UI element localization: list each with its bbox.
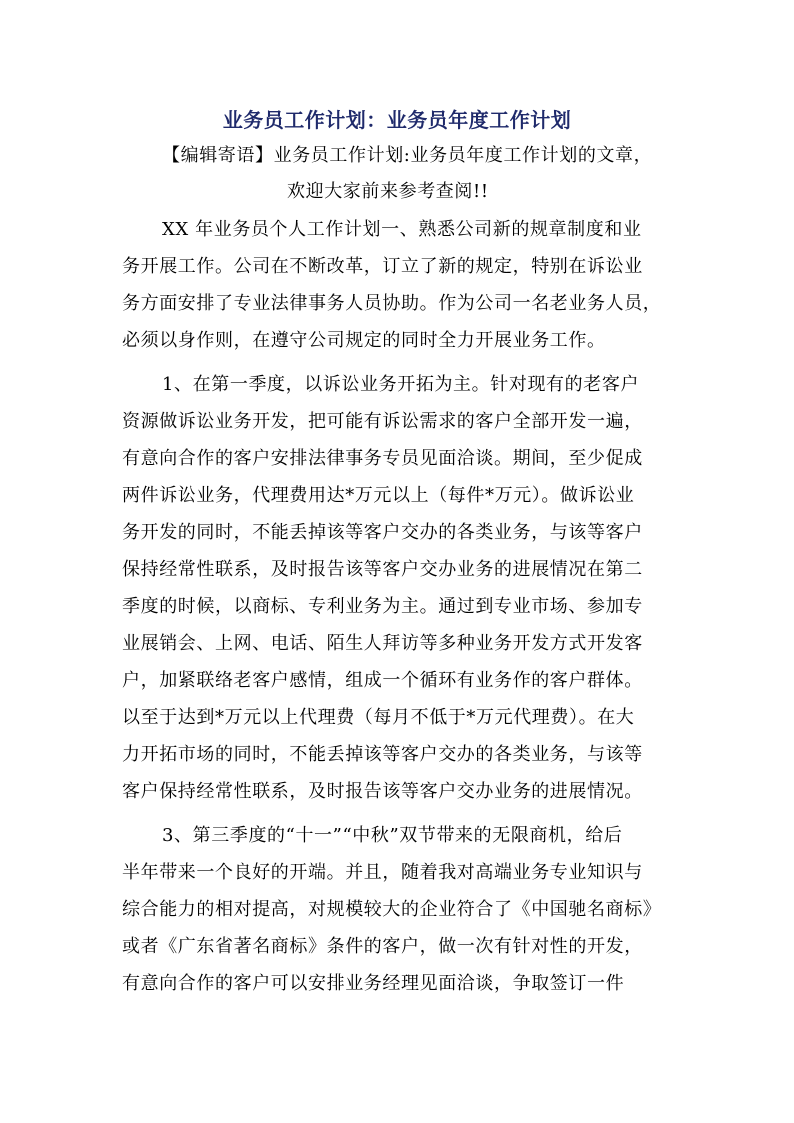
paragraph-line: 两件诉讼业务，代理费用达*万元以上（每件*万元）。做诉讼业 xyxy=(122,485,635,506)
paragraph-line: 户，加紧联络老客户感情，组成一个循环有业务作的客户群体。 xyxy=(122,670,643,691)
editor-note-line: 欢迎大家前来参考查阅!! xyxy=(287,181,489,202)
paragraph-line: 季度的时候，以商标、专利业务为主。通过到专业市场、参加专 xyxy=(122,596,643,617)
paragraph-line: 必须以身作则，在遵守公司规定的同时全力开展业务工作。 xyxy=(122,330,606,351)
paragraph-line: 客户保持经常性联系，及时报告该等客户交办业务的进展情况。 xyxy=(122,781,643,802)
paragraph-line: 有意向合作的客户安排法律事务专员见面洽谈。期间，至少促成 xyxy=(122,448,643,469)
paragraph-line: 综合能力的相对提高，对规模较大的企业符合了《中国驰名商标》 xyxy=(122,899,662,920)
paragraph-line: 以至于达到*万元以上代理费（每月不低于*万元代理费）。在大 xyxy=(122,707,635,728)
paragraph-line: 业展销会、上网、电话、陌生人拜访等多种业务开发方式开发客 xyxy=(122,633,643,654)
paragraph-line: 或者《广东省著名商标》条件的客户，做一次有针对性的开发， xyxy=(122,936,643,957)
paragraph-line: 半年带来一个良好的开端。并且，随着我对高端业务专业知识与 xyxy=(122,862,643,883)
paragraph-line: 务开展工作。公司在不断改革，订立了新的规定，特别在诉讼业 xyxy=(122,256,643,277)
paragraph-line: 有意向合作的客户可以安排业务经理见面洽谈，争取签订一件 xyxy=(122,973,625,994)
editor-note-line: 【编辑寄语】业务员工作计划:业务员年度工作计划的文章， xyxy=(162,145,653,166)
paragraph-line: 力开拓市场的同时，不能丢掉该等客户交办的各类业务，与该等 xyxy=(122,744,643,765)
paragraph-line: 保持经常性联系，及时报告该等客户交办业务的进展情况在第二 xyxy=(122,559,643,580)
paragraph-line: 1、在第一季度，以诉讼业务开拓为主。针对现有的老客户 xyxy=(162,374,640,395)
paragraph-line: 务开发的同时，不能丢掉该等客户交办的各类业务，与该等客户 xyxy=(122,522,643,543)
paragraph-line: 务方面安排了专业法律事务人员协助。作为公司一名老业务人员， xyxy=(122,293,662,314)
paragraph-line: 3、第三季度的“十一”“中秋”双节带来的无限商机，给后 xyxy=(162,825,623,846)
document-title: 业务员工作计划：业务员年度工作计划 xyxy=(222,108,572,132)
paragraph-line: 资源做诉讼业务开发，把可能有诉讼需求的客户全部开发一遍， xyxy=(122,411,643,432)
paragraph-line: XX 年业务员个人工作计划一、熟悉公司新的规章制度和业 xyxy=(162,219,642,240)
